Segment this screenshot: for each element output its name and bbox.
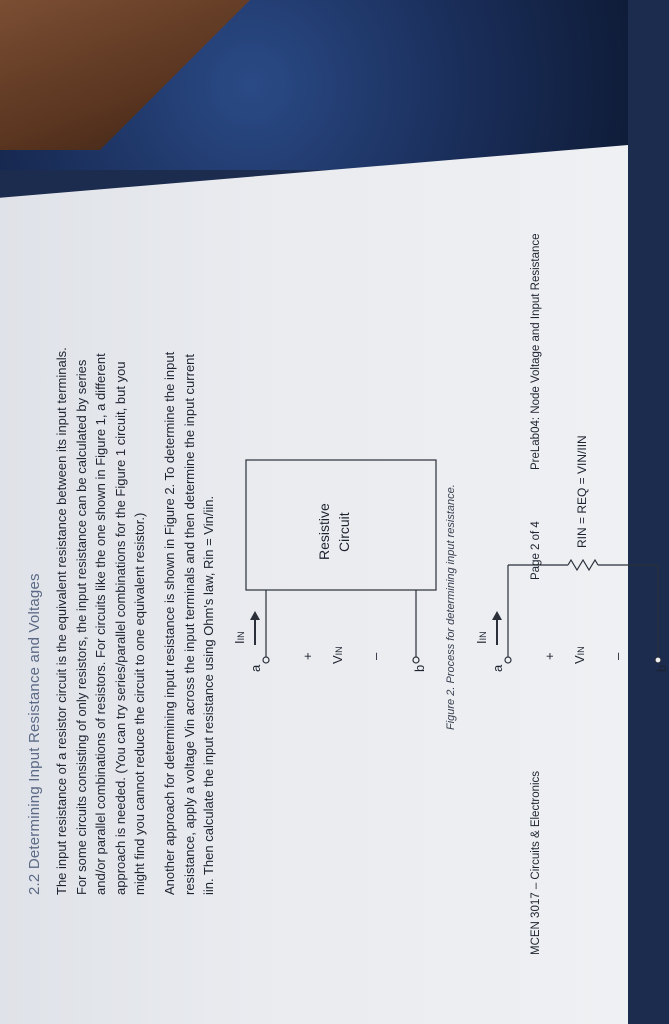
paragraph-line: approach is needed. (You can try series/parallel combinations for the Figure 1 circuit, but you (112, 361, 128, 895)
left-plus-sign: + (300, 652, 315, 660)
left-current-label: IIN (232, 631, 247, 644)
box-label-line2: Circuit (336, 512, 352, 552)
left-circuit (246, 460, 436, 663)
right-current-label: IIN (474, 631, 489, 644)
footer-course: MCEN 3017 – Circuits & Electronics (530, 770, 542, 955)
left-voltage-label: VIN (330, 646, 345, 664)
footer-prelab-title: PreLab04: Node Voltage and Input Resistance (530, 233, 542, 470)
left-terminal-b: b (412, 664, 427, 672)
paragraph-line: iin. Then calculate the input resistance using Ohm's law, Rin = Vin/iin. (201, 495, 216, 895)
right-minus-sign: – (610, 652, 625, 660)
right-voltage-label: VIN (572, 646, 587, 664)
paragraph-line: might find you cannot reduce the circuit to one equivalent resistor.) (132, 512, 147, 895)
terminal-a-node (263, 657, 269, 663)
terminal-b-node (413, 657, 419, 663)
terminal-a-node (505, 657, 511, 663)
figure-caption: Figure 2. Process for determining input resistance. (445, 484, 457, 730)
figure-2-diagram (8, 240, 568, 960)
paragraph-line: Another approach for determining input resistance is shown in Figure 2. To determine the input (162, 351, 177, 895)
left-terminal-a: a (248, 664, 263, 672)
right-terminal-b: b (654, 664, 669, 672)
paragraph-line: For some circuits consisting of only resistors, the input resistance can be calculated by series (73, 359, 89, 895)
resistor-equation-label: RIN = REQ = VIN/IIN (575, 435, 589, 548)
current-arrow-head (492, 611, 502, 620)
left-minus-sign: – (368, 652, 383, 660)
footer-page-number: Page 2 of 4 (530, 521, 542, 580)
paragraph-line: resistance, apply a voltage Vin across the input terminals and then determine the input current (181, 353, 197, 895)
section-title: 2.2 Determining Input Resistance and Voltages (26, 573, 43, 895)
current-arrow-head (250, 611, 260, 620)
paragraph-line: The input resistance of a resistor circuit is the equivalent resistance between its input terminals. (54, 347, 69, 895)
terminal-b-node (655, 657, 661, 663)
paragraph-line: and/or parallel combinations of resistors. For circuits like the one shown in Figure 1, a different (93, 353, 108, 895)
right-terminal-a: a (490, 664, 505, 672)
box-label-line1: Resistive (316, 503, 332, 560)
right-plus-sign: + (542, 652, 557, 660)
document-page (8, 233, 669, 960)
